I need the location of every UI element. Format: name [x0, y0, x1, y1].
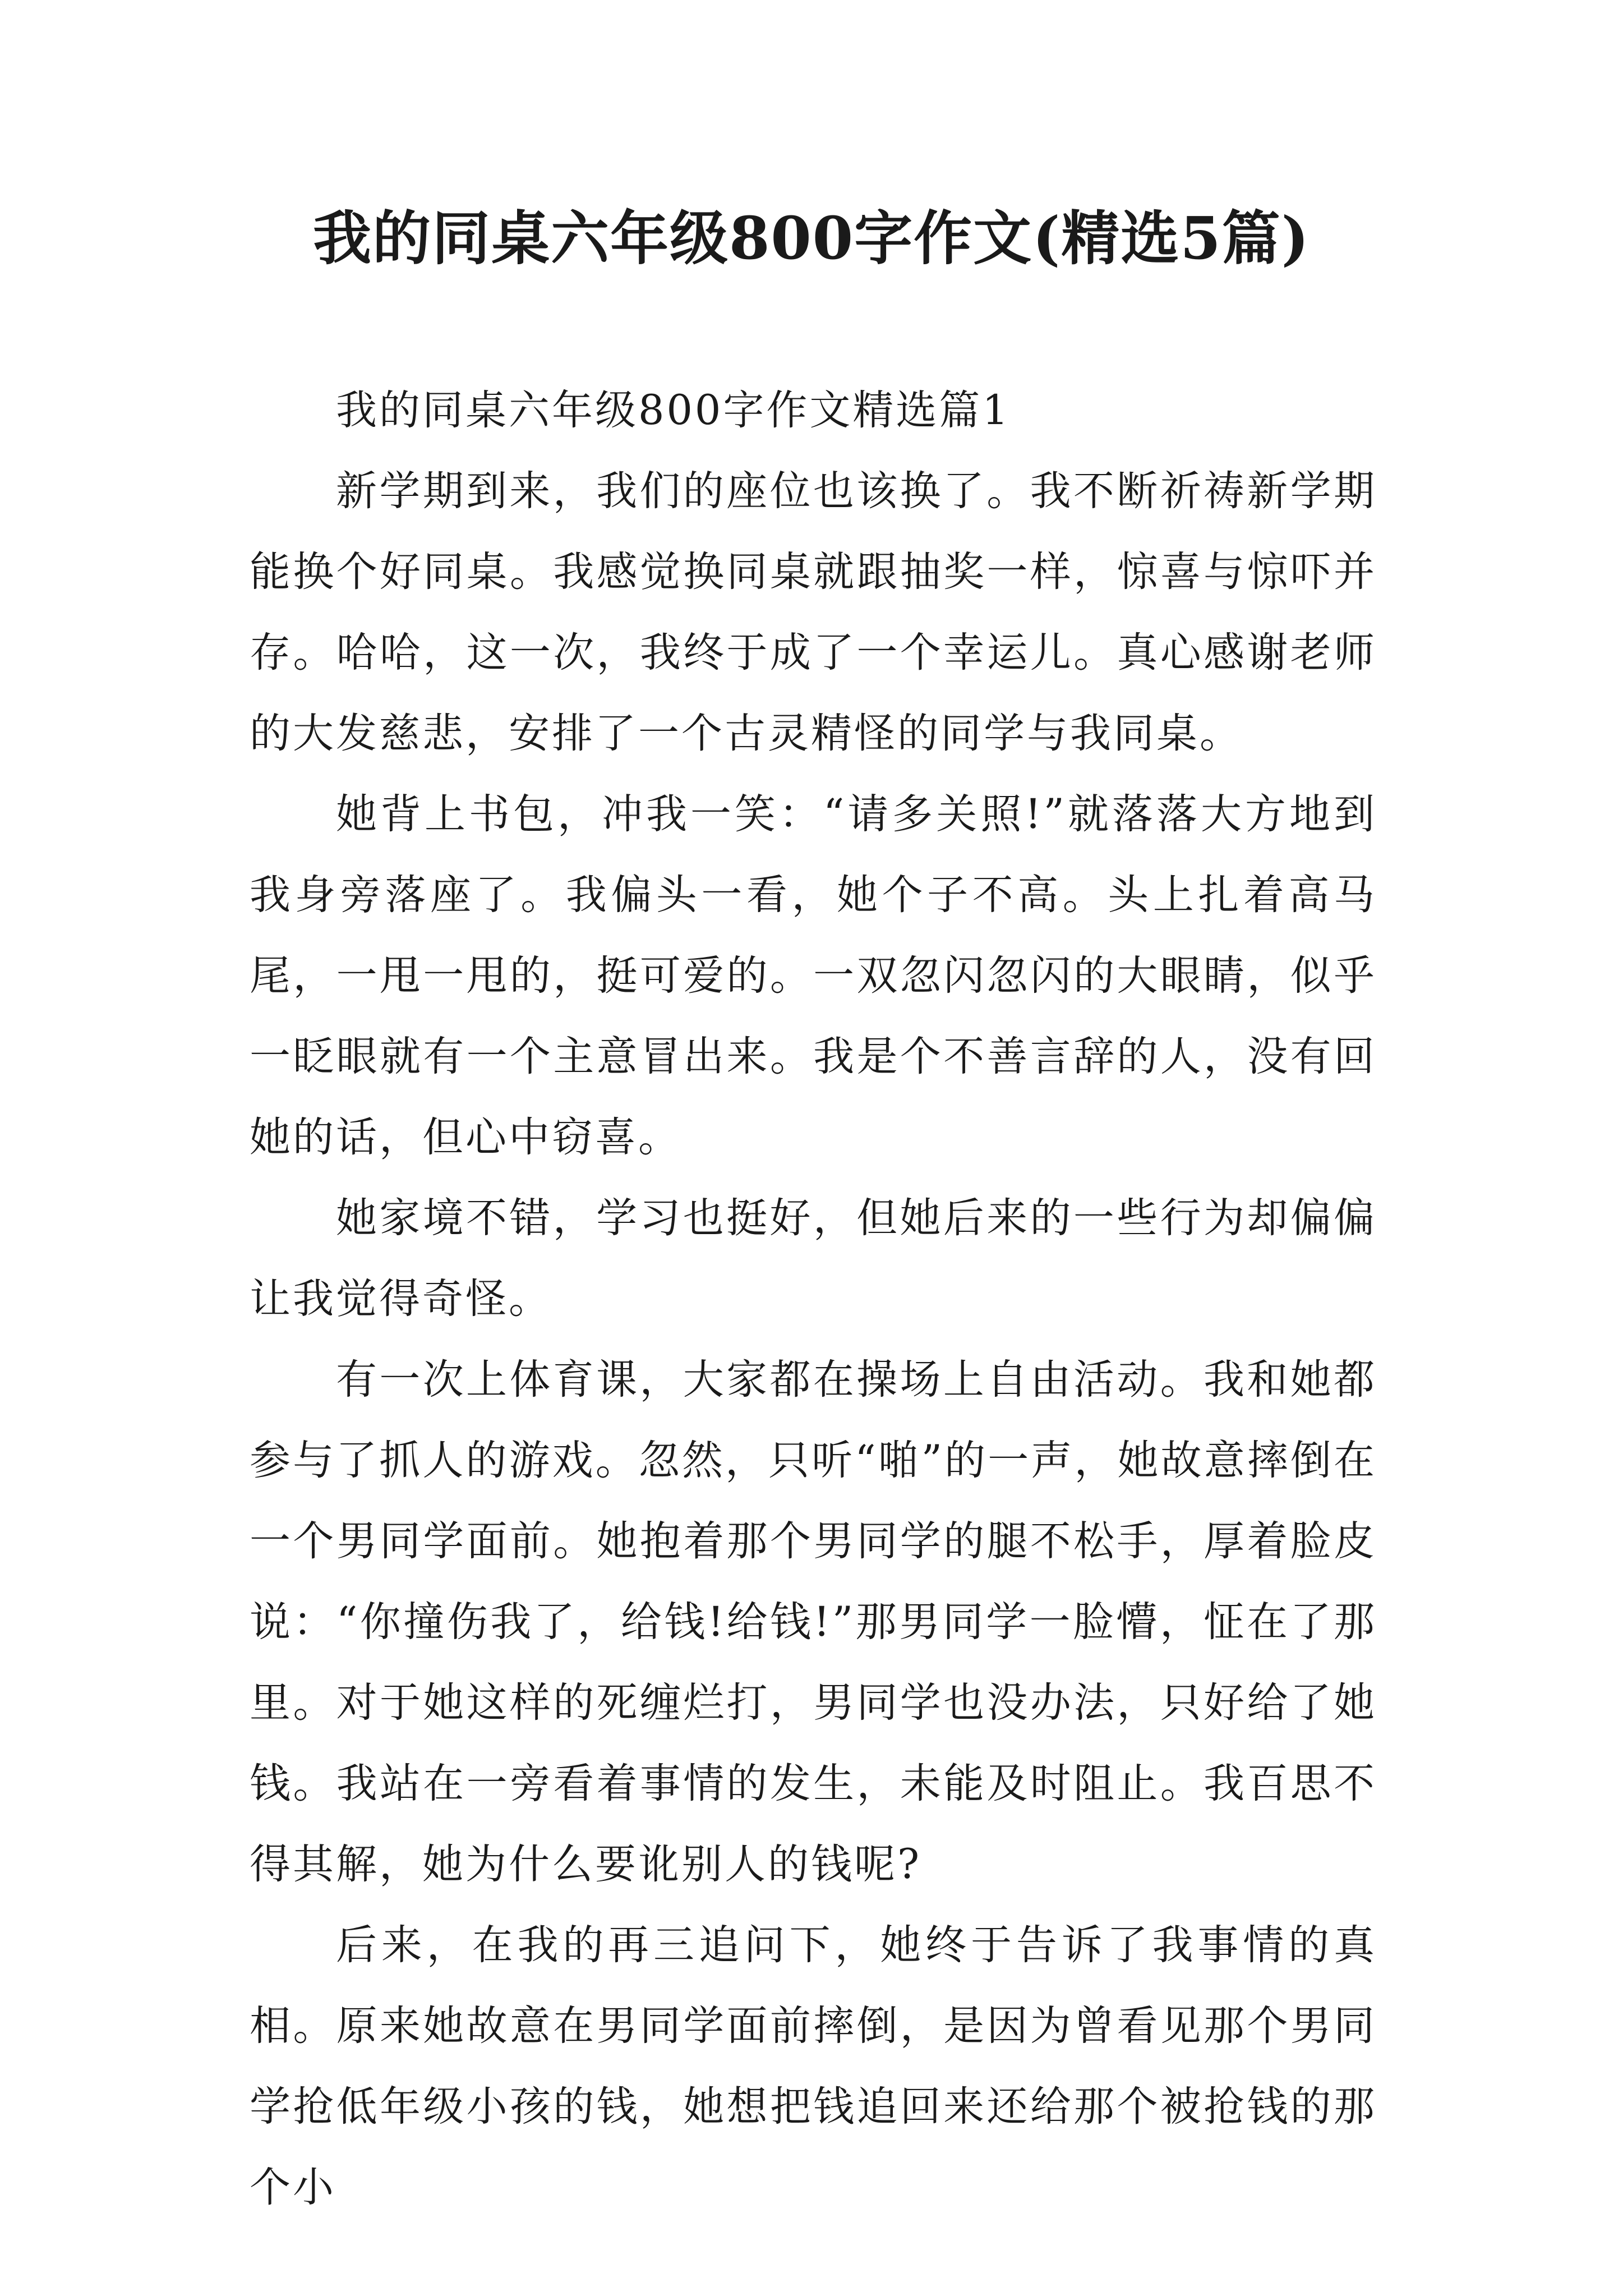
paragraph: 后来，在我的再三追问下，她终于告诉了我事情的真相。原来她故意在男同学面前摔倒，是因为曾看见那个男同学抢低年级小孩的钱，她想把钱追回来还给那个被抢钱的那个小: [250, 1921, 1377, 2211]
paragraph: 她家境不错，学习也挺好，但她后来的一些行为却偏偏让我觉得奇怪。: [250, 1194, 1377, 1323]
paragraph: 她背上书包，冲我一笑：“请多关照!”就落落大方地到我身旁落座了。我偏头一看，她个子不高。头上扎着高马尾，一甩一甩的，挺可爱的。一双忽闪忽闪的大眼睛，似乎一眨眼就有一个主意冒出来。我是个不善言辞的人，没有回她的话，但心中窃喜。: [250, 790, 1377, 1161]
paragraph: 有一次上体育课，大家都在操场上自由活动。我和她都参与了抓人的游戏。忽然，只听“啪”的一声，她故意摔倒在一个男同学面前。她抱着那个男同学的腿不松手，厚着脸皮说：“你撞伤我了，给钱!给钱!”那男同学一脸懵，怔在了那里。对于她这样的死缠烂打，男同学也没办法，只好给了她钱。我站在一旁看着事情的发生，未能及时阻止。我百思不得其解，她为什么要讹别人的钱呢?: [250, 1356, 1377, 1888]
section-heading: 我的同桌六年级800字作文精选篇1: [336, 386, 1011, 434]
paragraph: 新学期到来，我们的座位也该换了。我不断祈祷新学期能换个好同桌。我感觉换同桌就跟抽奖一样，惊喜与惊吓并存。哈哈，这一次，我终于成了一个幸运儿。真心感谢老师的大发慈悲，安排了一个古灵精怪的同学与我同桌。: [250, 467, 1377, 757]
document-title: 我的同桌六年级800字作文(精选5篇): [313, 204, 1310, 273]
document-body: [250, 370, 1377, 2228]
